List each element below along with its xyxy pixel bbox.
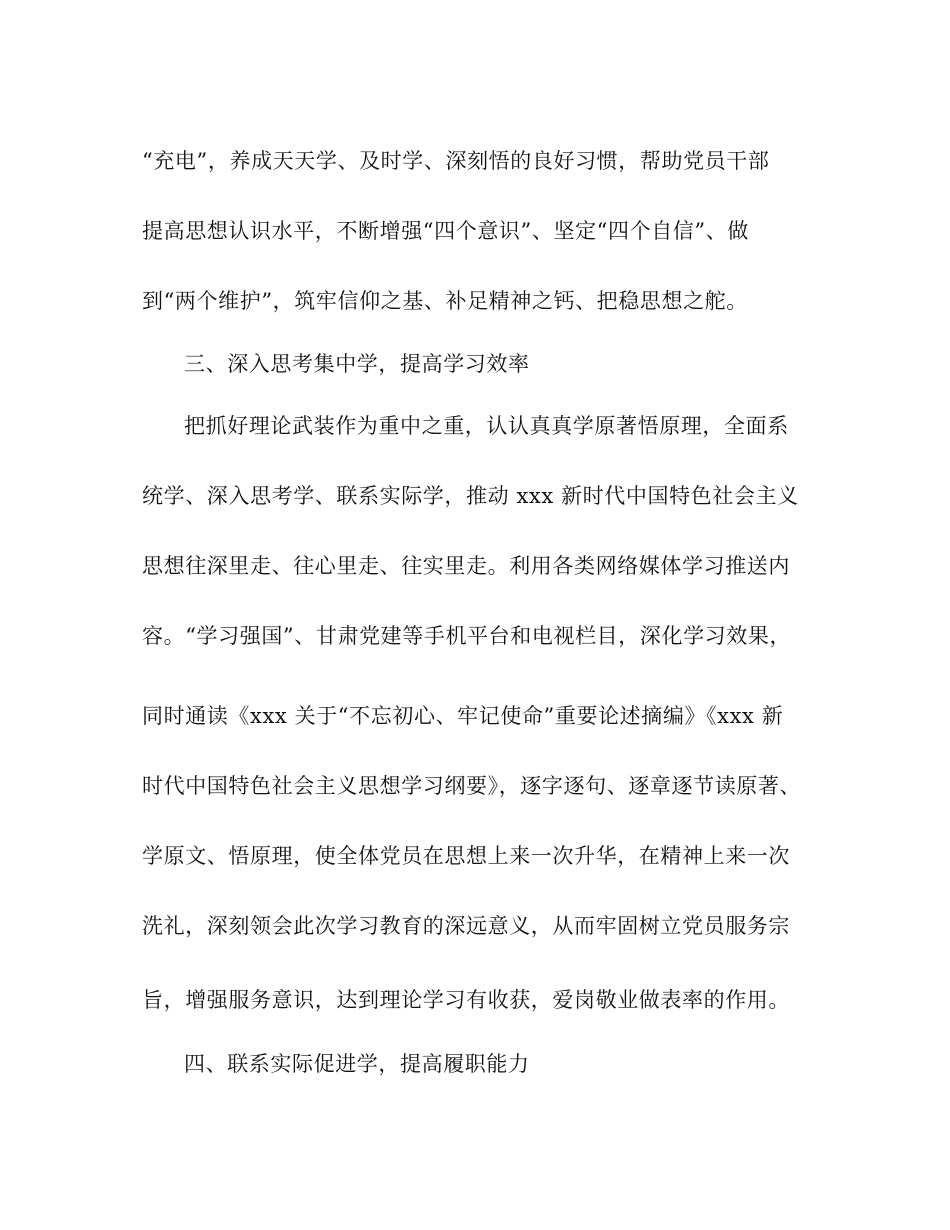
paragraph-line: “充电”，养成天天学、及时学、深刻悟的良好习惯，帮助党员干部	[142, 149, 770, 173]
paragraph-line: 洗礼，深刻领会此次学习教育的深远意义，从而牢固树立党员服务宗	[142, 914, 790, 938]
section-heading: 三、深入思考集中学，提高学习效率	[184, 352, 530, 376]
paragraph-line: 旨，增强服务意识，达到理论学习有收获，爱岗敬业做表率的作用。	[142, 988, 790, 1012]
paragraph-line: 统学、深入思考学、联系实际学，推动 xxx 新时代中国特色社会主义	[142, 484, 799, 508]
paragraph-line: 同时通读《xxx 关于“不忘初心、牢记使命”重要论述摘编》《xxx 新	[142, 704, 784, 728]
paragraph-line: 学原文、悟原理，使全体党员在思想上来一次升华，在精神上来一次	[142, 844, 790, 868]
paragraph-line: 到“两个维护”，筑牢信仰之基、补足精神之钙、把稳思想之舵。	[142, 289, 748, 313]
paragraph-line: 提高思想认识水平，不断增强“四个意识”、坚定“四个自信”、做	[142, 219, 749, 243]
paragraph-line: 时代中国特色社会主义思想学习纲要》，逐字逐句、逐章逐节读原著、	[142, 774, 802, 798]
section-heading: 四、联系实际促进学，提高履职能力	[184, 1052, 530, 1076]
paragraph-line: 思想往深里走、往心里走、往实里走。利用各类网络媒体学习推送内	[142, 554, 790, 578]
paragraph-line: 把抓好理论武装作为重中之重，认认真真学原著悟原理，全面系	[184, 414, 789, 438]
paragraph-line: 容。“学习强国”、甘肃党建等手机平台和电视栏目，深化学习效果，	[142, 624, 792, 648]
